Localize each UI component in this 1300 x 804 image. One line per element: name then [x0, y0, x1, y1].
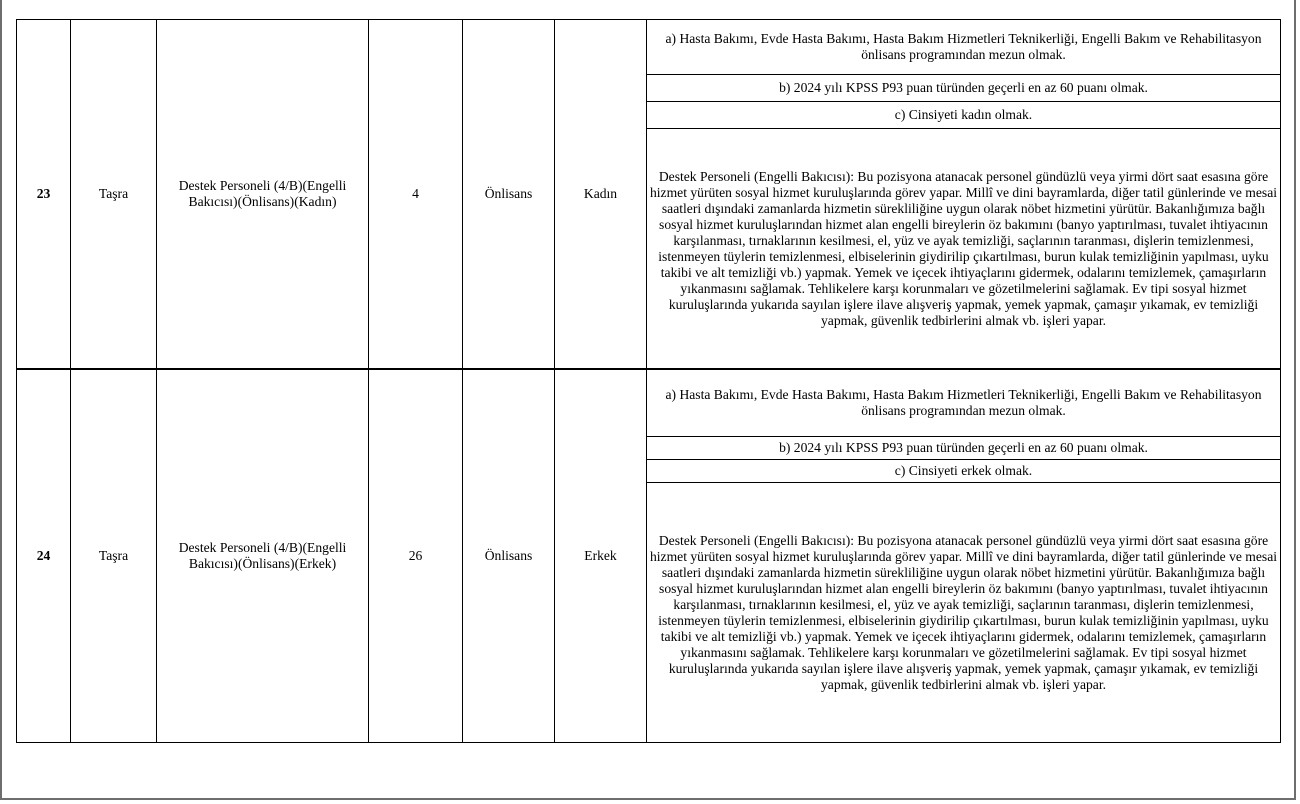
positions-table [16, 19, 1281, 743]
table-row [17, 20, 1281, 75]
requirement-c: c) Cinsiyeti erkek olmak. [647, 460, 1281, 483]
table-row [17, 369, 1281, 437]
requirement-a: a) Hasta Bakımı, Evde Hasta Bakımı, Hasta Bakım Hizmetleri Teknikerliği, Engelli Bakım ve Rehabilitasyon önlisans programından mezun olmak. [647, 20, 1281, 75]
education-level: Önlisans [463, 20, 555, 370]
position-number: 24 [17, 369, 71, 743]
position-count: 26 [369, 369, 463, 743]
requirement-a: a) Hasta Bakımı, Evde Hasta Bakımı, Hasta Bakım Hizmetleri Teknikerliği, Engelli Bakım ve Rehabilitasyon önlisans programından mezun olmak. [647, 369, 1281, 437]
job-description: Destek Personeli (Engelli Bakıcısı): Bu pozisyona atanacak personel gündüzlü veya yirmi dört saat esasına göre hizmet yürüten sosyal hizmet kuruluşlarında görev yapar. Millî ve dini bayramlarda, diğer tatil günlerinde ve mesai saatleri dışındaki zamanlarda hizmetin sürekliliğine uygun olarak nöbet hizmetini yürütür. Bakanlığımıza bağlı sosyal hizmet kuruluşlarından hizmet alan engelli bireylerin öz bakımını (banyo yaptırılması, tuvalet ihtiyacının karşılanması, tırnaklarının kesilmesi, el, yüz ve ayak temizliği, saçlarının taranması, dişlerin temizlenmesi, istenmeyen tüylerin temizlenmesi, elbiselerinin giydirilip çıkartılması, burun kulak temizliğinin yapılması, uyku takibi ve alt temizliği vb.) yapmak. Yemek ve içecek ihtiyaçlarını gidermek, odalarını temizlemek, çamaşırların yıkanmasını sağlamak. Tehlikelere karşı korunmaları ve gözetilmelerini sağlamak. Ev tipi sosyal hizmet kuruluşlarında yukarıda sayılan işlere ilave alışveriş yapmak, yemek yapmak, çamaşır yıkamak, ev temizliği yapmak, güvenlik tedbirlerini almak vb. işleri yapar. [647, 483, 1281, 743]
position-number: 23 [17, 20, 71, 370]
location-cell: Taşra [71, 20, 157, 370]
gender-cell: Erkek [555, 369, 647, 743]
job-description: Destek Personeli (Engelli Bakıcısı): Bu pozisyona atanacak personel gündüzlü veya yirmi dört saat esasına göre hizmet yürüten sosyal hizmet kuruluşlarında görev yapar. Millî ve dini bayramlarda, diğer tatil günlerinde ve mesai saatleri dışındaki zamanlarda hizmetin sürekliliğine uygun olarak nöbet hizmetini yürütür. Bakanlığımıza bağlı sosyal hizmet kuruluşlarından hizmet alan engelli bireylerin öz bakımını (banyo yaptırılması, tuvalet ihtiyacının karşılanması, tırnaklarının kesilmesi, el, yüz ve ayak temizliği, saçlarının taranması, dişlerin temizlenmesi, istenmeyen tüylerin temizlenmesi, elbiselerinin giydirilip çıkartılması, burun kulak temizliğinin yapılması, uyku takibi ve alt temizliği vb.) yapmak. Yemek ve içecek ihtiyaçlarını gidermek, odalarını temizlemek, çamaşırların yıkanmasını sağlamak. Tehlikelere karşı korunmaları ve gözetilmelerini sağlamak. Ev tipi sosyal hizmet kuruluşlarında yukarıda sayılan işlere ilave alışveriş yapmak, yemek yapmak, çamaşır yıkamak, ev temizliği yapmak, güvenlik tedbirlerini almak vb. işleri yapar. [647, 129, 1281, 370]
requirement-b: b) 2024 yılı KPSS P93 puan türünden geçerli en az 60 puanı olmak. [647, 75, 1281, 102]
education-level: Önlisans [463, 369, 555, 743]
position-count: 4 [369, 20, 463, 370]
gender-cell: Kadın [555, 20, 647, 370]
location-cell: Taşra [71, 369, 157, 743]
position-title: Destek Personeli (4/B)(Engelli Bakıcısı)(Önlisans)(Kadın) [157, 20, 369, 370]
position-title: Destek Personeli (4/B)(Engelli Bakıcısı)(Önlisans)(Erkek) [157, 369, 369, 743]
requirement-b: b) 2024 yılı KPSS P93 puan türünden geçerli en az 60 puanı olmak. [647, 437, 1281, 460]
requirement-c: c) Cinsiyeti kadın olmak. [647, 102, 1281, 129]
